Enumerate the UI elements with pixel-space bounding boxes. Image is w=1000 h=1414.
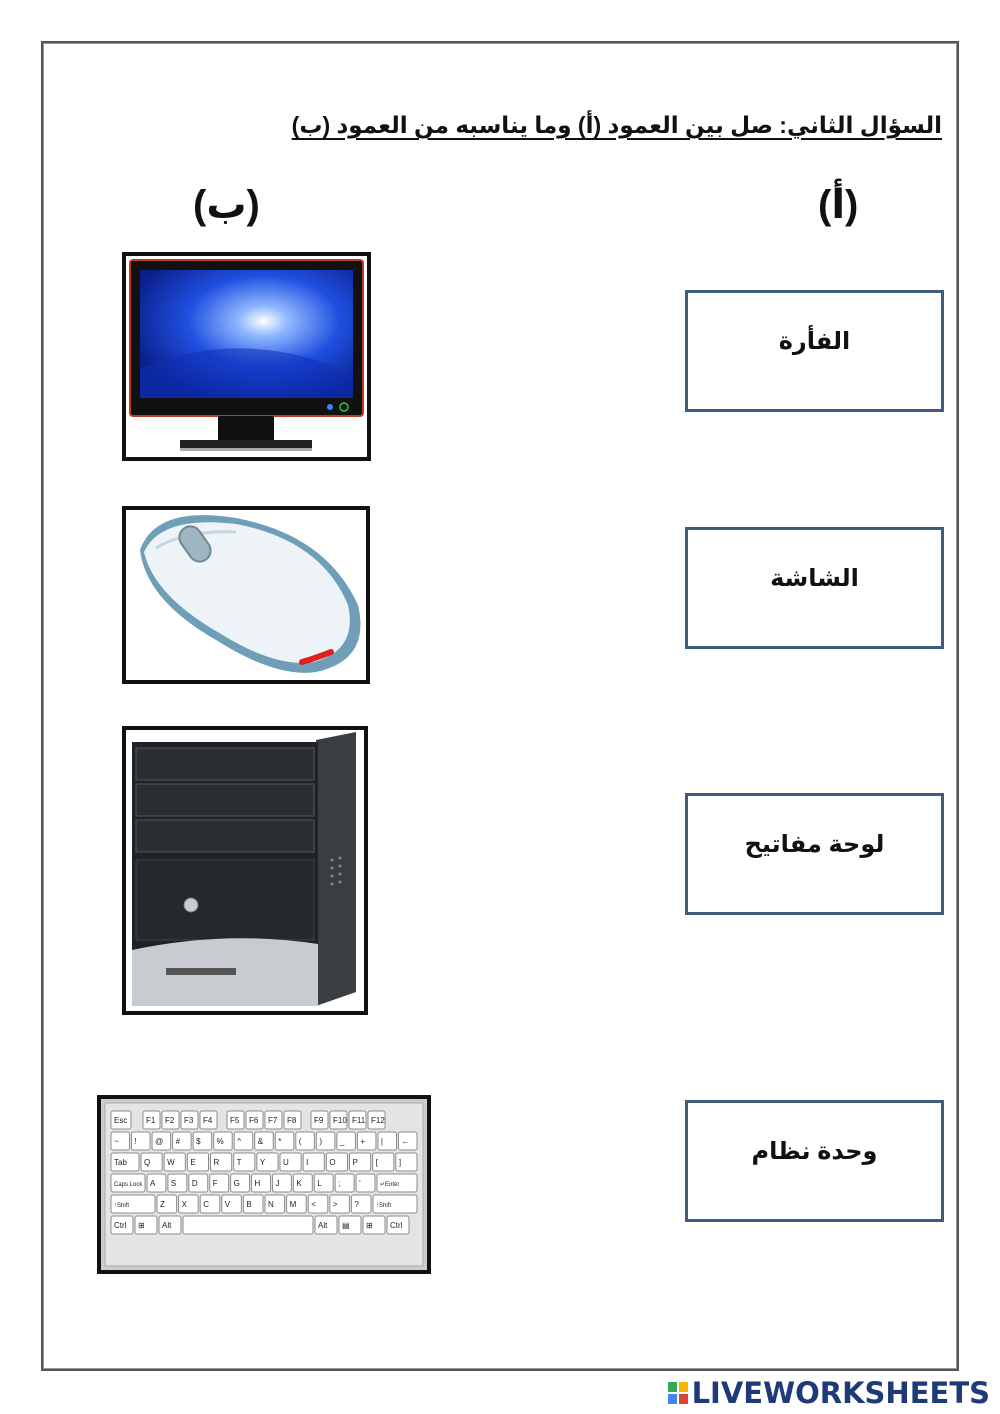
keyboard-key-label: ' xyxy=(359,1179,361,1188)
keyboard-key-label: Esc xyxy=(114,1116,128,1125)
monitor-icon xyxy=(126,256,367,457)
keyboard-key-label: X xyxy=(181,1200,187,1209)
keyboard-key-label: E xyxy=(190,1158,196,1167)
keyboard-key-label: Tab xyxy=(114,1158,127,1167)
keyboard-key-label: H xyxy=(254,1179,261,1188)
keyboard-key-label: Alt xyxy=(162,1221,172,1230)
keyboard-key-label: Caps Lock xyxy=(114,1182,143,1188)
answer-box-keyboard[interactable] xyxy=(685,793,944,915)
keyboard-key-label: ↑Shift xyxy=(114,1203,130,1209)
keyboard-key-label: F6 xyxy=(249,1116,259,1125)
keyboard-key-label: U xyxy=(283,1158,289,1167)
keyboard-key-label: T xyxy=(236,1158,242,1167)
keyboard-key-label: Q xyxy=(144,1158,151,1167)
keyboard-key-label: Ctrl xyxy=(114,1221,127,1230)
liveworksheets-logo xyxy=(668,1376,990,1410)
answer-box-system-unit[interactable] xyxy=(685,1100,944,1222)
keyboard-key-label: ( xyxy=(298,1137,302,1146)
keyboard-key-label: @ xyxy=(155,1137,164,1146)
mouse-icon xyxy=(126,510,366,680)
keyboard-key-label: N xyxy=(268,1200,274,1209)
keyboard-key-label: F3 xyxy=(184,1116,194,1125)
answer-label: وحدة نظام xyxy=(751,1138,878,1165)
keyboard-key-label: F11 xyxy=(352,1116,366,1125)
keyboard-key-label: + xyxy=(360,1137,366,1146)
keyboard-key-label: F12 xyxy=(371,1116,385,1125)
keyboard-key-label: ↵Enter xyxy=(380,1182,400,1188)
keyboard-key-label: L xyxy=(317,1179,322,1188)
keyboard-key-label: R xyxy=(213,1158,220,1167)
keyboard-key-label: F1 xyxy=(146,1116,156,1125)
keyboard-key-label: K xyxy=(296,1179,302,1188)
keyboard-key-label: F9 xyxy=(314,1116,324,1125)
keyboard-key-label: D xyxy=(191,1179,198,1188)
answer-box-screen[interactable] xyxy=(685,527,944,649)
system-unit-picture[interactable] xyxy=(122,726,368,1015)
keyboard-key-label: Y xyxy=(259,1158,266,1167)
keyboard-key-label: F5 xyxy=(230,1116,240,1125)
keyboard-key-label: F4 xyxy=(203,1116,213,1125)
brand-logo-icon xyxy=(668,1382,688,1404)
brand-text: LIVEWORKSHEETS xyxy=(691,1376,990,1410)
keyboard-key-label: ⊞ xyxy=(366,1221,373,1230)
keyboard-key-label: $ xyxy=(196,1137,201,1146)
keyboard-key-label: M xyxy=(289,1200,297,1209)
keyboard-key-label: ⊞ xyxy=(138,1221,145,1230)
answer-label: الشاشة xyxy=(770,565,859,592)
keyboard-key-label: * xyxy=(278,1137,282,1146)
keyboard-key-label: A xyxy=(150,1179,156,1188)
keyboard-key-label: B xyxy=(246,1200,252,1209)
column-a-heading: (أ) xyxy=(818,183,859,227)
keyboard-key-label: % xyxy=(216,1137,224,1146)
keyboard-picture[interactable] xyxy=(97,1095,431,1274)
keyboard-key-label: C xyxy=(203,1200,209,1209)
keyboard-key xyxy=(183,1216,313,1234)
keyboard-key-label: # xyxy=(175,1137,181,1146)
keyboard-key-label: F8 xyxy=(287,1116,297,1125)
keyboard-key-label: P xyxy=(352,1158,358,1167)
keyboard-key-label: ↑Shift xyxy=(376,1203,392,1209)
keyboard-key-label: J xyxy=(275,1179,280,1188)
keyboard-key-label: < xyxy=(311,1200,316,1209)
system-unit-icon xyxy=(126,730,364,1011)
keyboard-key-label: & xyxy=(257,1137,264,1146)
keyboard-key-label: F2 xyxy=(165,1116,175,1125)
keyboard-key-label: ~ xyxy=(114,1137,119,1146)
keyboard-key-label: Z xyxy=(160,1200,165,1209)
column-b-heading: (ب) xyxy=(193,183,260,227)
monitor-picture[interactable] xyxy=(122,252,371,461)
answer-label: الفأرة xyxy=(778,328,851,355)
keyboard-key-label: ! xyxy=(134,1137,137,1146)
keyboard-key-label: Ctrl xyxy=(390,1221,403,1230)
keyboard-key-label: F7 xyxy=(268,1116,278,1125)
keyboard-key-label: > xyxy=(332,1200,338,1209)
keyboard-key-label: [ xyxy=(375,1158,378,1167)
keyboard-key-label: ; xyxy=(338,1179,341,1188)
keyboard-key-label: ← xyxy=(401,1137,410,1146)
answer-label: لوحة مفاتيح xyxy=(744,831,885,858)
keyboard-key-label: O xyxy=(329,1158,336,1167)
keyboard-key-label: | xyxy=(380,1137,384,1146)
keyboard-key-label: ] xyxy=(398,1158,402,1167)
keyboard-key-label: Alt xyxy=(318,1221,328,1230)
keyboard-key-label: V xyxy=(224,1200,231,1209)
keyboard-key-label: ▤ xyxy=(342,1221,350,1230)
keyboard-key-label: ^ xyxy=(237,1137,241,1146)
answer-box-mouse[interactable] xyxy=(685,290,944,412)
mouse-picture[interactable] xyxy=(122,506,370,684)
keyboard-key-label: ) xyxy=(319,1137,323,1146)
keyboard-key-label: W xyxy=(167,1158,175,1167)
keyboard-key-label: _ xyxy=(339,1137,345,1146)
keyboard-key-label: F10 xyxy=(333,1116,347,1125)
keyboard-key-label: I xyxy=(306,1158,309,1167)
keyboard-key-label: ? xyxy=(354,1200,359,1209)
keyboard-key-label: S xyxy=(170,1179,177,1188)
keyboard-key-label: G xyxy=(233,1179,240,1188)
question-title: السؤال الثاني: صل بين العمود (أ) وما يناسبه من العمود (ب) xyxy=(291,112,942,138)
keyboard-key-label: F xyxy=(212,1179,218,1188)
keyboard-icon xyxy=(101,1099,427,1270)
